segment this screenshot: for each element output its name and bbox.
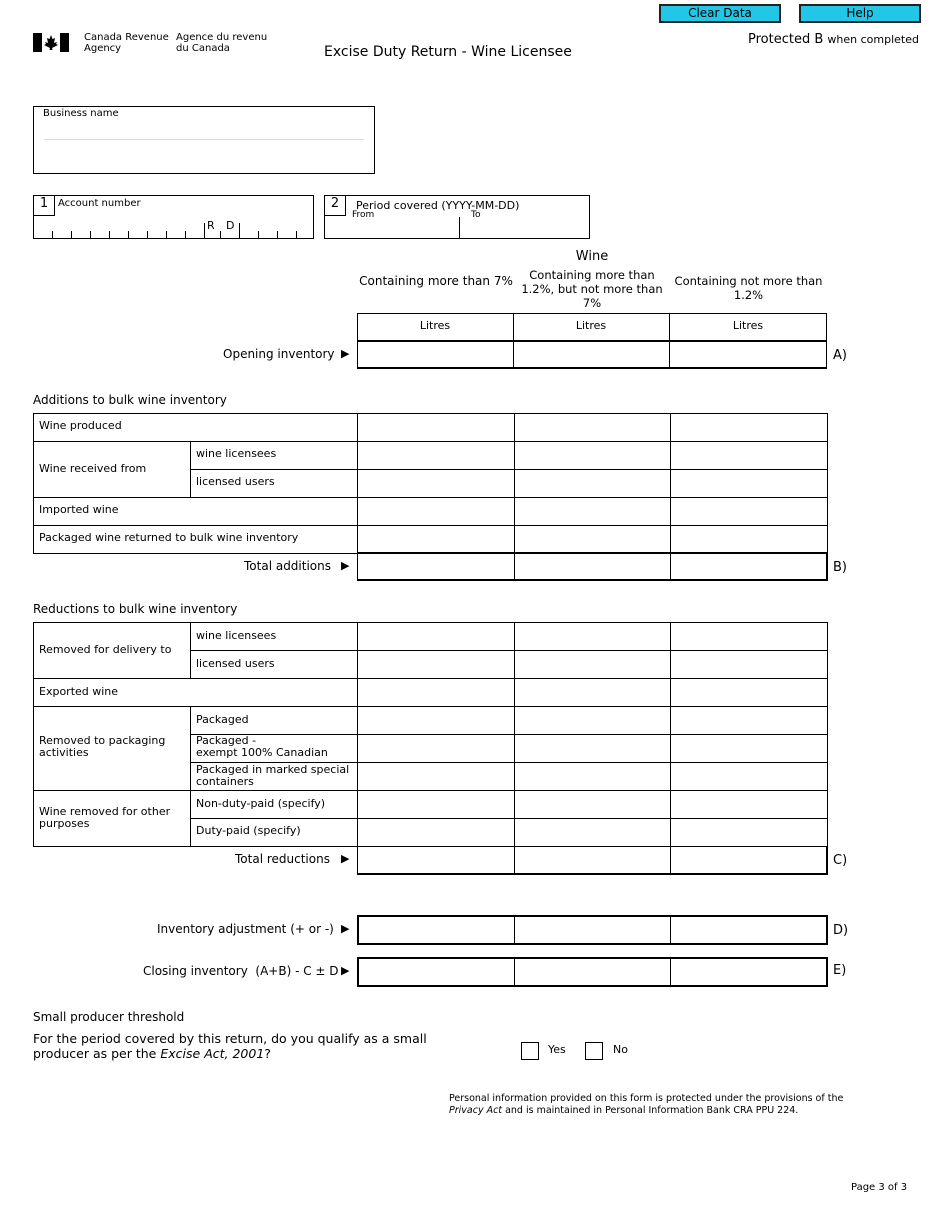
removed-other-label: Wine removed for other purposes	[39, 805, 171, 830]
imported-wine-input-1[interactable]	[358, 498, 513, 525]
opening-inventory-label: Opening inventory	[223, 347, 335, 361]
closing-inventory-label: Closing inventory (A+B) - C ± D	[143, 964, 339, 978]
business-name-input[interactable]	[44, 139, 364, 140]
removed-packaging-label: Removed to packaging activities	[39, 734, 166, 759]
exported-wine-label: Exported wine	[39, 685, 119, 698]
from-label: From	[352, 210, 375, 220]
total-additions-input-2[interactable]	[515, 554, 670, 579]
delivery-wine-licensees-label: wine licensees	[196, 629, 277, 642]
received-wine-licensees-input-2[interactable]	[515, 442, 670, 469]
canada-flag-icon	[33, 33, 69, 52]
marker-a: A)	[833, 348, 847, 363]
small-producer-title: Small producer threshold	[33, 1010, 185, 1024]
privacy-notice: Personal information provided on this form is protected under the provisions of the Privacy Act and is maintained in Personal Information Bank CRA PPU 224.	[449, 1093, 844, 1116]
wine-received-from-label: Wine received from	[39, 462, 147, 475]
litres-label-2: Litres	[575, 319, 607, 332]
packaged-input-2[interactable]	[515, 707, 670, 734]
account-number-box[interactable]	[33, 195, 314, 239]
packaged-exempt-input-3[interactable]	[671, 735, 827, 762]
help-button[interactable]: Help	[799, 4, 921, 23]
packaged-returned-input-3[interactable]	[671, 526, 827, 553]
opening-inventory-input-1[interactable]	[358, 342, 513, 367]
total-additions-input-1[interactable]	[359, 554, 513, 579]
delivery-licensed-users-label: licensed users	[196, 657, 275, 670]
packaged-label: Packaged	[196, 713, 249, 726]
period-covered-badge: 2	[325, 196, 346, 216]
marker-b: B)	[833, 560, 847, 575]
packaged-input-1[interactable]	[358, 707, 513, 734]
agency-english: Canada Revenue Agency	[84, 32, 169, 54]
exported-wine-input-1[interactable]	[358, 679, 513, 706]
packaged-special-input-2[interactable]	[515, 763, 670, 790]
total-reductions-input-1[interactable]	[358, 847, 513, 873]
to-label: To	[471, 210, 481, 220]
received-licensed-users-label: licensed users	[196, 475, 275, 488]
packaged-input-3[interactable]	[671, 707, 827, 734]
received-wine-licensees-label: wine licensees	[196, 447, 277, 460]
delivery-licensed-users-input-3[interactable]	[671, 651, 827, 678]
additions-section-title: Additions to bulk wine inventory	[33, 393, 227, 407]
yes-label: Yes	[548, 1043, 566, 1056]
wine-produced-input-1[interactable]	[358, 414, 513, 441]
non-duty-paid-input-1[interactable]	[358, 791, 513, 818]
small-producer-question: For the period covered by this return, do you qualify as a small producer as per the Excise Act, 2001?	[33, 1031, 427, 1061]
protected-label: Protected B when completed	[748, 32, 919, 47]
received-licensed-users-input-2[interactable]	[515, 470, 670, 497]
imported-wine-input-2[interactable]	[515, 498, 670, 525]
adjustment-input-3[interactable]	[671, 917, 826, 943]
delivery-wine-licensees-input-1[interactable]	[358, 623, 513, 650]
period-from-input[interactable]	[335, 220, 453, 236]
received-licensed-users-input-3[interactable]	[671, 470, 827, 497]
period-covered-box	[324, 195, 590, 239]
total-additions-label: Total additions	[244, 559, 331, 573]
arrow-icon: ▶	[341, 852, 350, 865]
period-covered-label: Period covered (YYYY-MM-DD)	[356, 199, 520, 212]
reductions-section-title: Reductions to bulk wine inventory	[33, 602, 238, 616]
total-additions-input-3[interactable]	[671, 554, 826, 579]
wine-produced-input-2[interactable]	[515, 414, 670, 441]
exported-wine-input-3[interactable]	[671, 679, 827, 706]
marker-e: E)	[833, 963, 847, 978]
clear-data-button[interactable]: Clear Data	[659, 4, 781, 23]
duty-paid-input-2[interactable]	[515, 819, 670, 846]
closing-input-1[interactable]	[359, 959, 514, 985]
non-duty-paid-label: Non-duty-paid (specify)	[196, 797, 326, 810]
yes-checkbox[interactable]	[521, 1042, 539, 1060]
non-duty-paid-input-3[interactable]	[671, 791, 827, 818]
delivery-licensed-users-input-1[interactable]	[358, 651, 513, 678]
packaged-special-input-1[interactable]	[358, 763, 513, 790]
imported-wine-label: Imported wine	[39, 503, 119, 516]
rd-d: D	[226, 219, 235, 232]
packaged-returned-input-2[interactable]	[515, 526, 670, 553]
business-name-box	[33, 106, 375, 174]
arrow-icon: ▶	[341, 922, 350, 935]
marker-d: D)	[833, 923, 849, 938]
period-to-input[interactable]	[465, 220, 583, 236]
litres-label-1: Litres	[419, 319, 451, 332]
column-header-1-2-to-7: Containing more than 1.2%, but not more than 7%	[521, 268, 663, 310]
received-wine-licensees-input-1[interactable]	[358, 442, 513, 469]
inventory-adjustment-label: Inventory adjustment (+ or -)	[157, 922, 334, 936]
removed-delivery-label: Removed for delivery to	[39, 643, 172, 656]
account-number-badge: 1	[34, 196, 55, 216]
non-duty-paid-input-2[interactable]	[515, 791, 670, 818]
packaged-exempt-label: Packaged - exempt 100% Canadian	[196, 734, 328, 759]
received-licensed-users-input-1[interactable]	[358, 470, 513, 497]
adjustment-input-2[interactable]	[515, 917, 670, 943]
arrow-icon: ▶	[341, 559, 350, 572]
wine-produced-input-3[interactable]	[671, 414, 827, 441]
duty-paid-label: Duty-paid (specify)	[196, 824, 301, 837]
arrow-icon: ▶	[341, 347, 350, 360]
packaged-exempt-input-2[interactable]	[515, 735, 670, 762]
packaged-special-label: Packaged in marked special containers	[196, 763, 350, 788]
column-header-not-more-than-1-2: Containing not more than 1.2%	[674, 274, 823, 302]
marker-c: C)	[833, 853, 848, 868]
wine-produced-label: Wine produced	[39, 419, 122, 432]
business-name-label: Business name	[43, 108, 119, 119]
opening-inventory-input-3[interactable]	[670, 342, 826, 367]
account-number-label: Account number	[58, 198, 141, 209]
exported-wine-input-2[interactable]	[515, 679, 670, 706]
closing-input-3[interactable]	[671, 959, 826, 985]
column-header-more-than-7: Containing more than 7%	[359, 274, 513, 288]
duty-paid-input-1[interactable]	[358, 819, 513, 846]
agency-french: Agence du revenu du Canada	[176, 32, 268, 54]
arrow-icon: ▶	[341, 964, 350, 977]
received-wine-licensees-input-3[interactable]	[671, 442, 827, 469]
wine-group-header: Wine	[575, 249, 609, 264]
packaged-special-input-3[interactable]	[671, 763, 827, 790]
delivery-licensed-users-input-2[interactable]	[515, 651, 670, 678]
rd-r: R	[207, 219, 215, 232]
litres-label-3: Litres	[732, 319, 764, 332]
packaged-returned-input-1[interactable]	[358, 526, 513, 553]
form-title: Excise Duty Return - Wine Licensee	[324, 44, 572, 60]
imported-wine-input-3[interactable]	[671, 498, 827, 525]
no-checkbox[interactable]	[585, 1042, 603, 1060]
total-reductions-label: Total reductions	[235, 852, 330, 866]
packaged-exempt-input-1[interactable]	[358, 735, 513, 762]
duty-paid-input-3[interactable]	[671, 819, 827, 846]
total-reductions-input-2[interactable]	[515, 847, 670, 873]
delivery-wine-licensees-input-2[interactable]	[515, 623, 670, 650]
page-number: Page 3 of 3	[851, 1182, 908, 1193]
total-reductions-input-3[interactable]	[671, 847, 826, 873]
delivery-wine-licensees-input-3[interactable]	[671, 623, 827, 650]
no-label: No	[613, 1043, 628, 1056]
adjustment-input-1[interactable]	[359, 917, 514, 943]
closing-input-2[interactable]	[515, 959, 670, 985]
opening-inventory-input-2[interactable]	[514, 342, 669, 367]
packaged-returned-label: Packaged wine returned to bulk wine inventory	[39, 531, 299, 544]
